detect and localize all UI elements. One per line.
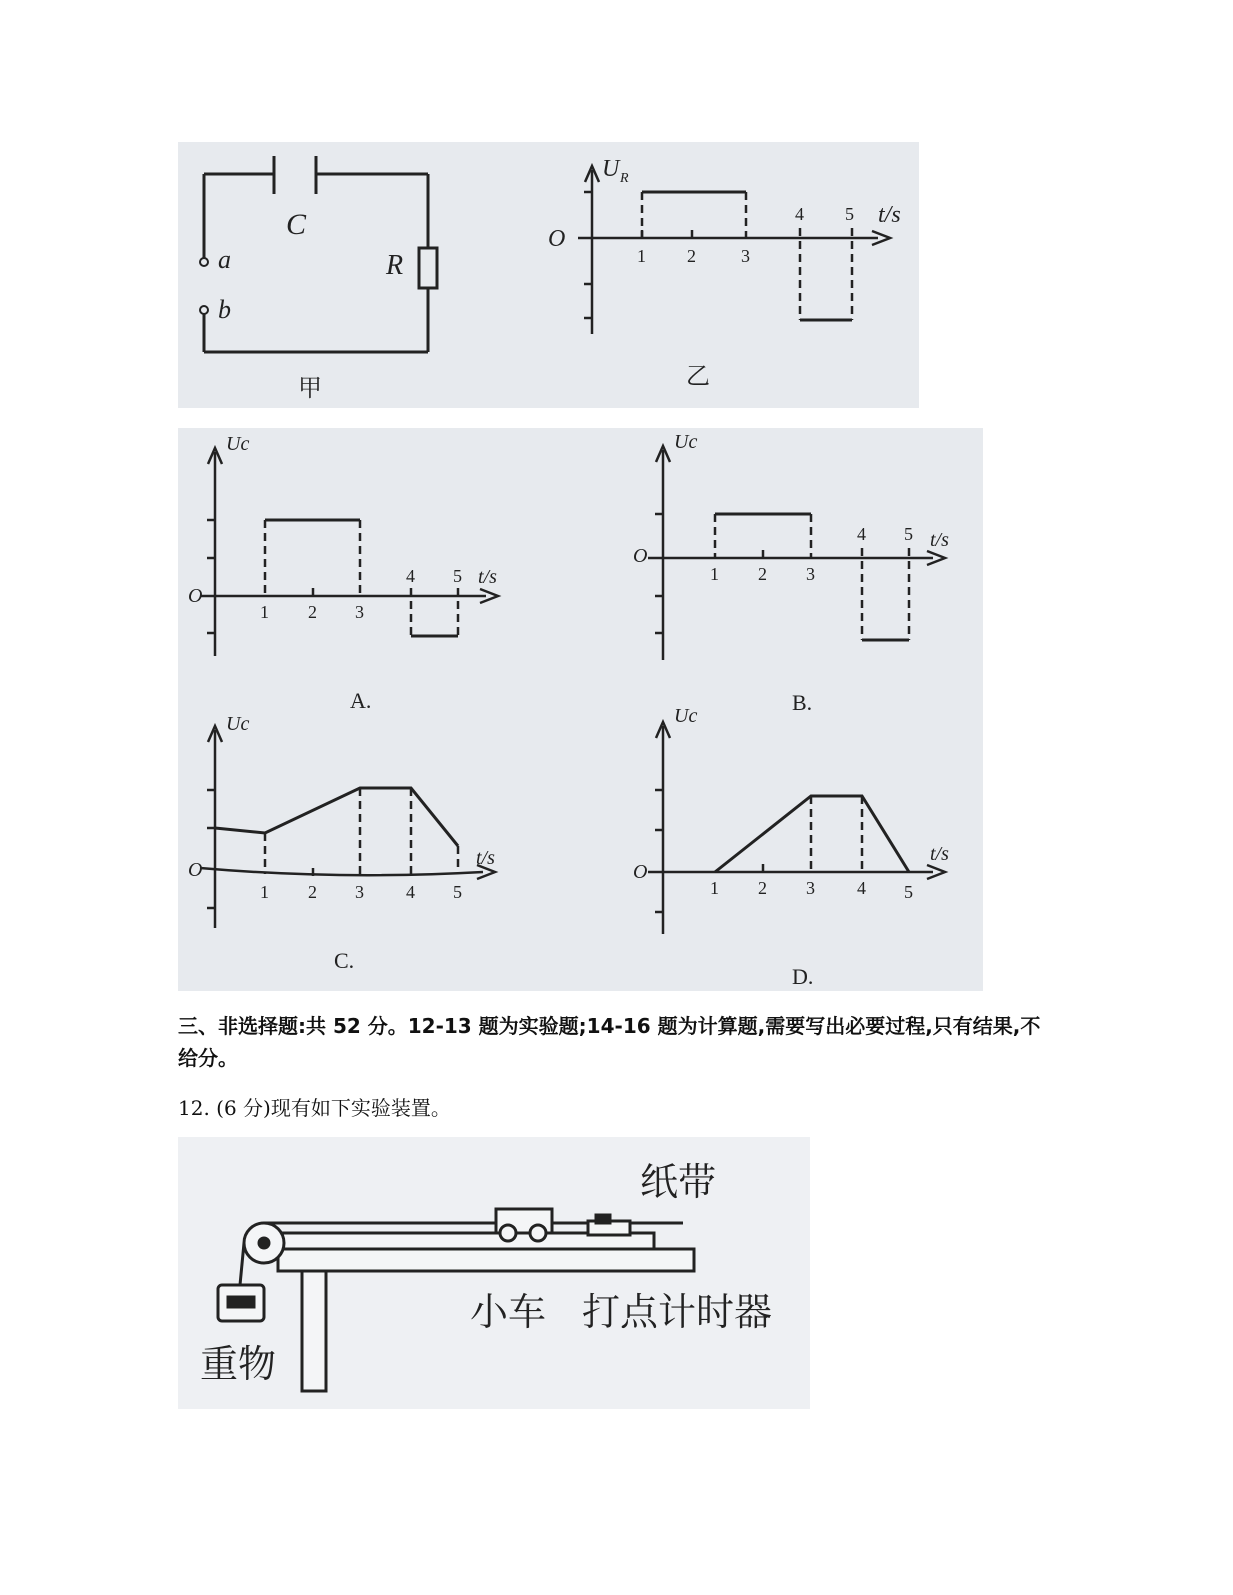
ur-axis-label: U — [602, 156, 620, 182]
resistor-label: R — [386, 250, 404, 281]
option-d-tick-1: 1 — [710, 878, 719, 898]
answer-options-figure — [178, 428, 983, 991]
option-d-x-label: t/s — [930, 843, 949, 865]
option-b-y-label: Uc — [674, 431, 698, 453]
option-c-tick-4: 4 — [406, 882, 415, 902]
option-c-origin: O — [188, 859, 203, 881]
resistor-symbol — [419, 248, 437, 288]
option-d-tick-3: 3 — [806, 878, 815, 898]
capacitor-label: C — [286, 208, 307, 241]
graph-caption: 乙 — [686, 364, 710, 390]
cart-label: 小车 — [470, 1292, 547, 1334]
option-a-origin: O — [188, 585, 203, 607]
option-c-tick-1: 1 — [260, 882, 269, 902]
terminal-b-label: b — [218, 295, 231, 324]
option-a-tick-5: 5 — [453, 566, 462, 586]
option-c-tick-3: 3 — [355, 882, 364, 902]
option-a-tick-3: 3 — [355, 602, 364, 622]
cart-wheel-1 — [500, 1225, 516, 1241]
terminal-b — [200, 306, 208, 314]
option-b-letter: B. — [792, 690, 813, 715]
option-a-x-label: t/s — [478, 566, 497, 588]
option-b-tick-4: 4 — [857, 524, 866, 544]
ur-tick-1: 1 — [637, 246, 646, 266]
question-12-text: 12. (6 分)现有如下实验装置。 — [178, 1096, 451, 1120]
timer-label: 打点计时器 — [582, 1292, 773, 1334]
option-b-tick-1: 1 — [710, 564, 719, 584]
option-b-tick-2: 2 — [758, 564, 767, 584]
option-b-graph — [648, 446, 945, 660]
option-a-graph — [200, 448, 498, 656]
option-a-tick-1: 1 — [260, 602, 269, 622]
circuit-caption: 甲 — [298, 376, 322, 402]
table-leg — [302, 1271, 326, 1391]
option-c-tick-2: 2 — [308, 882, 317, 902]
apparatus-figure — [178, 1137, 810, 1409]
option-c-graph — [200, 726, 495, 928]
option-d-tick-2: 2 — [758, 878, 767, 898]
ur-x-axis-label: t/s — [878, 202, 901, 228]
circuit-and-graph-figure — [178, 142, 919, 408]
terminal-a — [200, 258, 208, 266]
cart-wheel-2 — [530, 1225, 546, 1241]
ur-tick-5: 5 — [845, 204, 854, 224]
terminal-a-label: a — [218, 245, 231, 274]
option-b-origin: O — [633, 545, 648, 567]
option-b-tick-3: 3 — [806, 564, 815, 584]
option-a-letter: A. — [350, 688, 372, 713]
table-top — [278, 1249, 694, 1271]
ur-axis-subscript: R — [620, 171, 629, 186]
ur-graph — [578, 166, 890, 334]
option-d-y-label: Uc — [674, 705, 698, 727]
option-d-tick-4: 4 — [857, 878, 866, 898]
option-c-x-label: t/s — [476, 847, 495, 869]
option-c-y-label: Uc — [226, 713, 250, 735]
options-svg — [178, 428, 983, 991]
section-heading: 三、非选择题:共 52 分。12-13 题为实验题;14-16 题为计算题,需要写出必要过程,只有结果,不给分。 — [178, 1014, 1041, 1070]
option-c-tick-5: 5 — [453, 882, 462, 902]
ur-tick-4: 4 — [795, 204, 804, 224]
option-a-y-label: Uc — [226, 433, 250, 455]
ur-origin-label: O — [548, 226, 566, 252]
option-d-letter: D. — [792, 964, 814, 989]
circuit-graph-svg — [178, 142, 919, 408]
option-d-tick-5: 5 — [904, 882, 913, 902]
option-a-tick-2: 2 — [308, 602, 317, 622]
option-d-origin: O — [633, 861, 648, 883]
ur-tick-3: 3 — [741, 246, 750, 266]
paper-tape-label: 纸带 — [640, 1162, 717, 1204]
option-a-tick-4: 4 — [406, 566, 415, 586]
apparatus-svg — [178, 1137, 810, 1409]
option-d-graph — [648, 722, 945, 934]
option-b-x-label: t/s — [930, 529, 949, 551]
weight-label: 重物 — [200, 1344, 277, 1386]
option-c-letter: C. — [334, 948, 355, 973]
ur-tick-2: 2 — [687, 246, 696, 266]
option-b-tick-5: 5 — [904, 524, 913, 544]
